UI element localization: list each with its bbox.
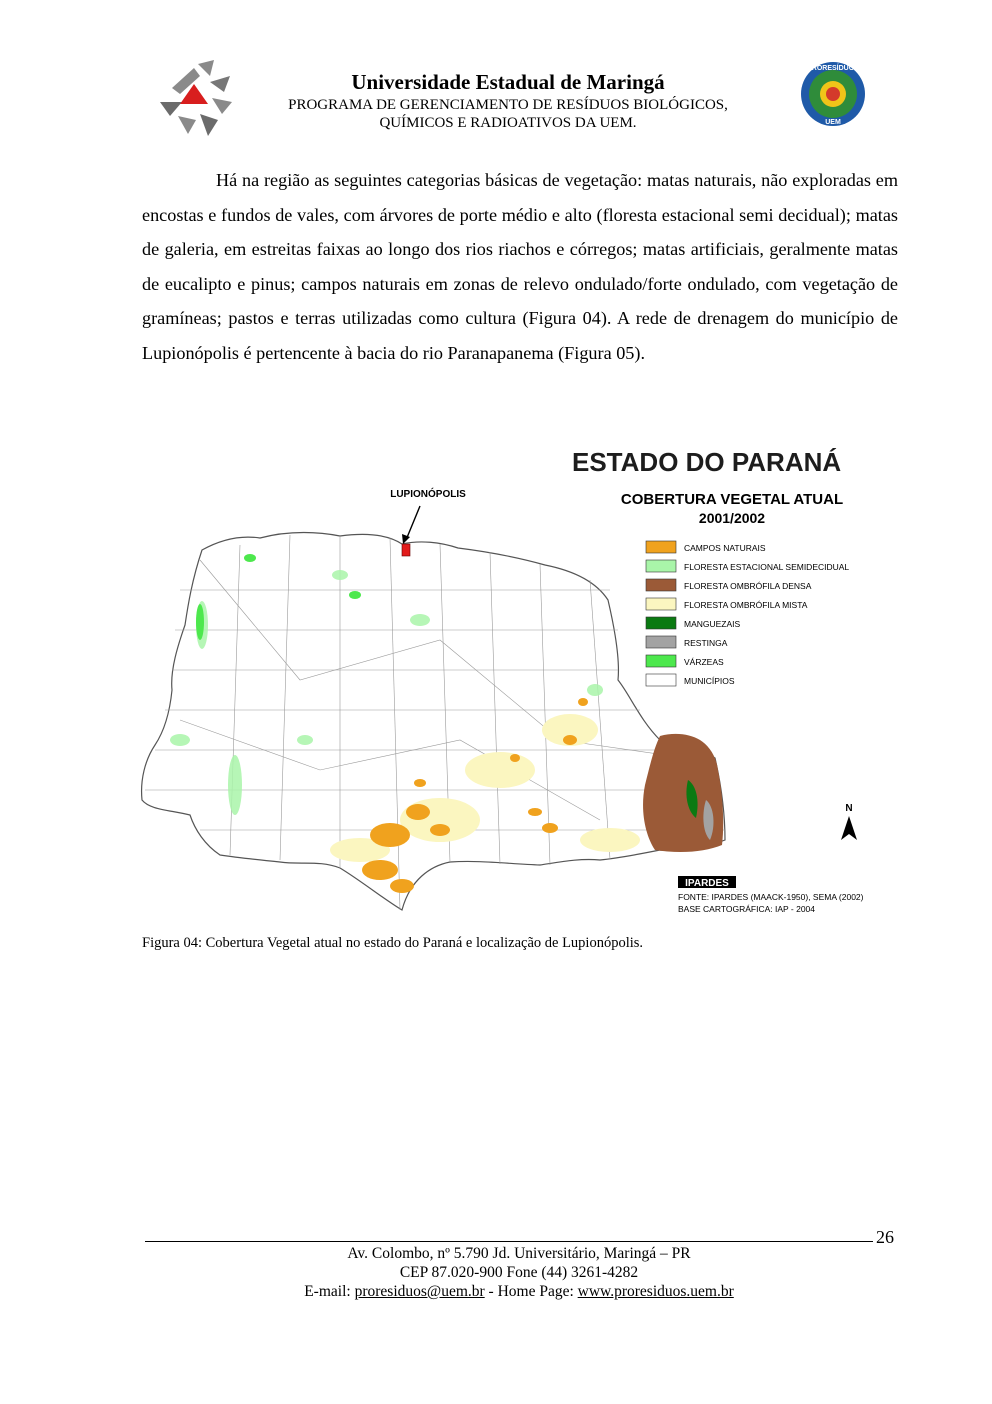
footer-contact xyxy=(145,1282,893,1301)
map-legend xyxy=(646,541,849,686)
figure-caption: Figura 04: Cobertura Vegetal atual no estado do Paraná e localização de Lupionópolis. xyxy=(142,935,644,951)
map-subtitle-line-2: 2001/2002 xyxy=(698,510,766,526)
legend-label: CAMPOS NATURAIS xyxy=(684,543,766,553)
legend-swatch xyxy=(646,674,676,686)
legend-swatch xyxy=(646,617,676,629)
legend-label: FLORESTA OMBRÓFILA DENSA xyxy=(684,581,812,591)
lupionopolis-label: LUPIONÓPOLIS xyxy=(390,489,466,500)
email-link[interactable]: proresiduos@uem.br xyxy=(354,1283,485,1300)
footer-address: Av. Colombo, nº 5.790 Jd. Universitário, Maringá – PR xyxy=(347,1245,691,1262)
legend-swatch xyxy=(646,655,676,667)
legend-swatch xyxy=(646,541,676,553)
legend-label: MANGUEZAIS xyxy=(684,619,741,629)
footer-rule xyxy=(145,1241,873,1242)
legend-swatch xyxy=(646,560,676,572)
north-arrow xyxy=(841,803,857,840)
legend-label: MUNICÍPIOS xyxy=(684,676,735,686)
program-title-line-1: PROGRAMA DE GERENCIAMENTO DE RESÍDUOS BIOLÓGICOS, xyxy=(288,97,728,113)
legend-label: FLORESTA ESTACIONAL SEMIDECIDUAL xyxy=(684,562,850,572)
vegetation-map-figure xyxy=(140,440,900,925)
program-title-line-2: QUÍMICOS E RADIOATIVOS DA UEM. xyxy=(379,115,637,131)
north-label: N xyxy=(845,803,853,814)
proresiduos-logo xyxy=(798,58,868,130)
svg-text:UEM: UEM xyxy=(825,119,841,126)
email-prefix: E-mail: xyxy=(304,1283,355,1300)
map-title: ESTADO DO PARANÁ xyxy=(572,447,842,477)
svg-text:PRORESÍDUOS: PRORESÍDUOS xyxy=(807,65,859,72)
parana-state-outline xyxy=(142,533,725,911)
page-number: 26 xyxy=(876,1227,894,1247)
legend-swatch xyxy=(646,636,676,648)
legend-label: FLORESTA OMBRÓFILA MISTA xyxy=(684,600,808,610)
source-line-2: BASE CARTOGRÁFICA: IAP - 2004 xyxy=(678,904,815,914)
university-name: Universidade Estadual de Maringá xyxy=(351,70,665,94)
legend-swatch xyxy=(646,579,676,591)
homepage-separator: - Home Page: xyxy=(484,1283,578,1300)
source-line-1: FONTE: IPARDES (MAACK-1950), SEMA (2002) xyxy=(678,892,864,902)
lupionopolis-arrow xyxy=(406,506,420,540)
body-paragraph: Há na região as seguintes categorias básicas de vegetação: matas naturais, não exploradas em encostas e fundos de vales, com árvores de porte médio e alto (floresta estacional semi decidual); matas de galeria, em estreitas faixas ao longo dos rios riachos e córregos; matas artificiais, geralmente matas de eucalipto e pinus; campos naturais em zonas de relevo ondulado/forte ondulado, com vegetação de gramíneas; pastos e terras utilizadas como cultura (Figura 04). A rede de drenagem do município de Lupionópolis é pertencente à bacia do rio Paranapanema (Figura 05). xyxy=(142,170,898,363)
ipardes-logo: IPARDES xyxy=(685,878,729,889)
legend-label: RESTINGA xyxy=(684,638,728,648)
map-subtitle-line-1: COBERTURA VEGETAL ATUAL xyxy=(620,491,844,508)
uem-logo xyxy=(152,58,236,138)
legend-label: VÁRZEAS xyxy=(684,657,724,667)
homepage-link[interactable]: www.proresiduos.uem.br xyxy=(577,1283,734,1300)
footer-cep-phone: CEP 87.020-900 Fone (44) 3261-4282 xyxy=(399,1264,639,1281)
lupionopolis-marker xyxy=(402,544,410,556)
legend-swatch xyxy=(646,598,676,610)
